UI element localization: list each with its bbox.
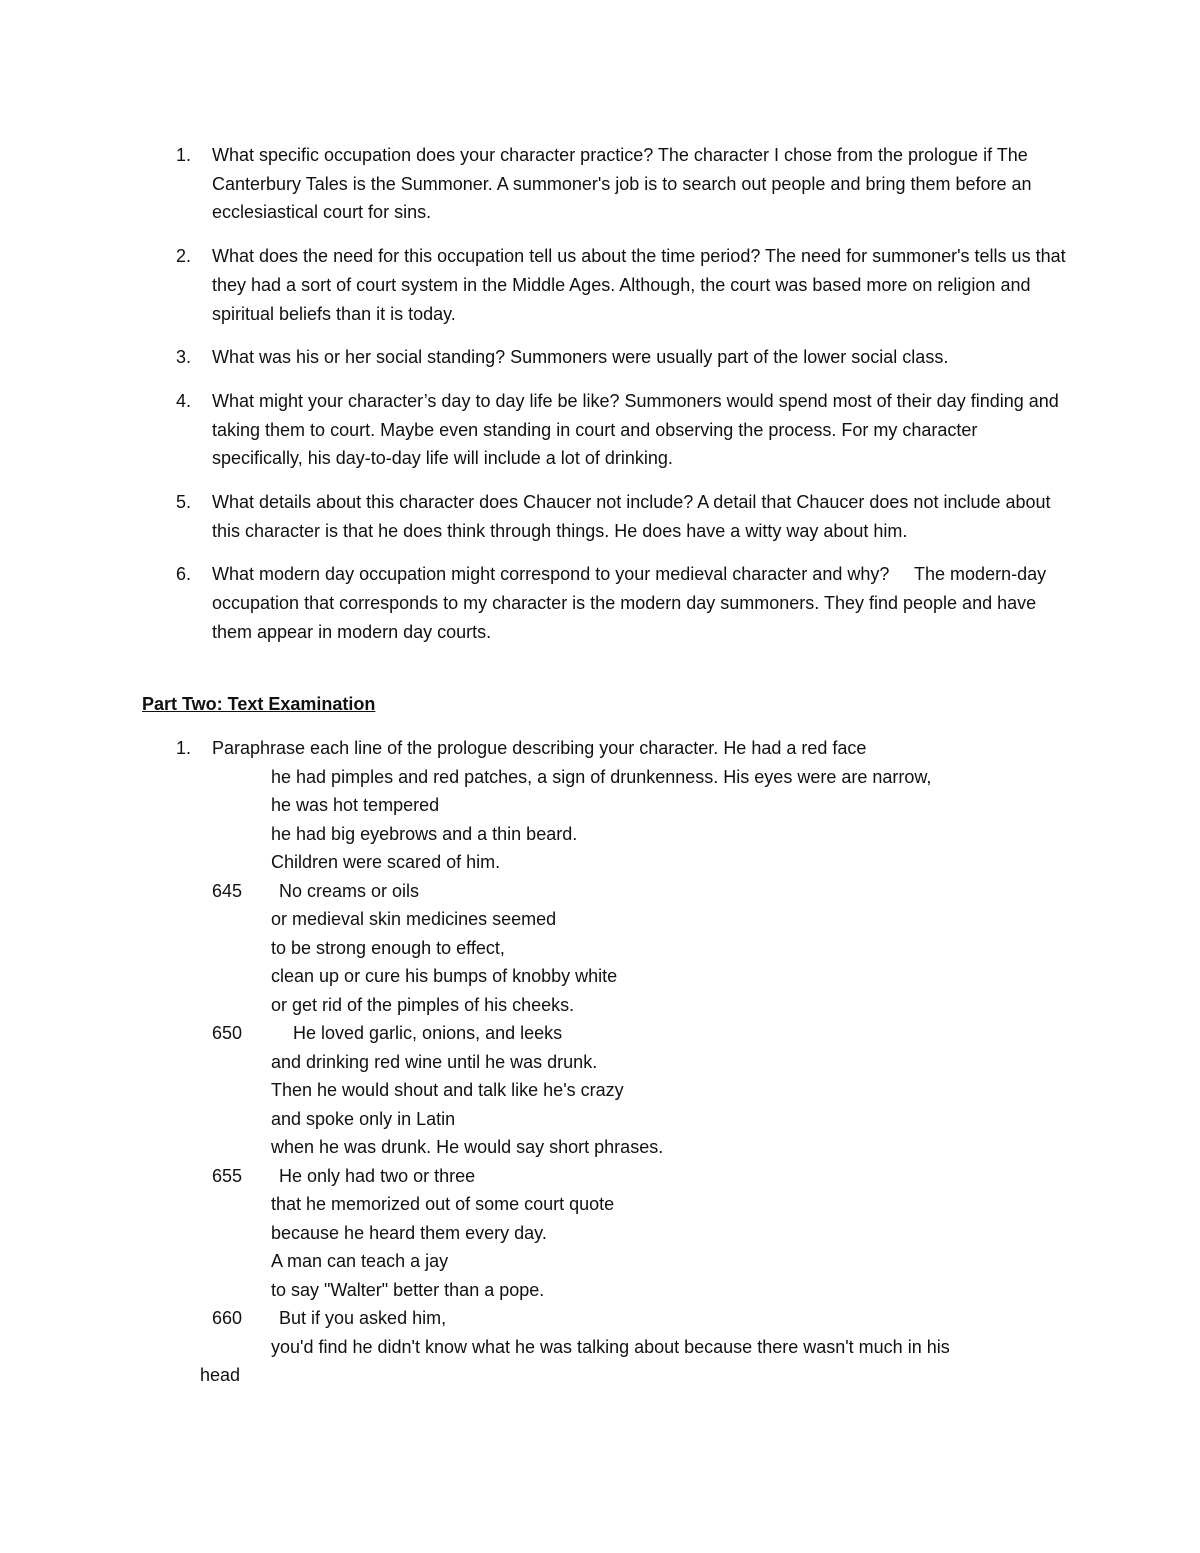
line-text: and drinking red wine until he was drunk.: [271, 1051, 598, 1072]
paraphrase-line: [142, 877, 1072, 906]
part-one-question-list: [142, 141, 1072, 662]
paraphrase-line: [142, 848, 1072, 877]
line-text: He loved garlic, onions, and leeks: [293, 1023, 563, 1043]
question-number: 2.: [176, 246, 192, 267]
line-text: or medieval skin medicines seemed: [271, 909, 557, 929]
line-text: he had pimples and red patches, a sign of drunkenness. His eyes were are narrow,: [271, 766, 932, 787]
line-text: because he heard them every day.: [271, 1222, 547, 1243]
line-text: No creams or oils: [279, 880, 420, 901]
paraphrase-line: [142, 1190, 1072, 1219]
question-number: 4.: [176, 390, 192, 411]
question-text: What was his or her social standing? Summoners were usually part of the lower social class.: [212, 347, 949, 368]
line-text: he had big eyebrows and a thin beard.: [271, 823, 578, 844]
paraphrase-lines: [142, 763, 1072, 1362]
line-text: He only had two or three: [279, 1165, 476, 1186]
paraphrase-line: [142, 1133, 1072, 1162]
paraphrase-line: [142, 1048, 1072, 1077]
question-item: [142, 488, 1072, 545]
paraphrase-line: [142, 820, 1072, 849]
paraphrase-line: [142, 1105, 1072, 1134]
question-text: What does the need for this occupation tell us about the time period? The need for summoner's tells us that they had a sort of court system in the Middle Ages. Although, the court was based more on religion and spiritual beliefs than it is today.: [212, 246, 1066, 324]
question-item: [142, 242, 1072, 328]
paraphrase-line: [142, 1276, 1072, 1305]
line-text: to be strong enough to effect,: [271, 937, 505, 958]
paraphrase-line: [142, 1247, 1072, 1276]
line-text: But if you asked him,: [279, 1308, 447, 1328]
line-text: when he was drunk. He would say short phrases.: [271, 1137, 664, 1157]
line-text: clean up or cure his bumps of knobby white: [271, 966, 618, 986]
question-item: [142, 141, 1072, 227]
paraphrase-line: [142, 934, 1072, 963]
question-text: What details about this character does Chaucer not include? A detail that Chaucer does not include about this character is that he does think through things. He does have a witty way about him.: [212, 492, 1051, 541]
line-text: to say "Walter" better than a pope.: [271, 1279, 545, 1300]
question-item: [142, 343, 1072, 372]
paraphrase-line: [142, 1019, 1072, 1048]
paraphrase-line: [142, 1076, 1072, 1105]
question-item: [142, 560, 1072, 646]
line-text: or get rid of the pimples of his cheeks.: [271, 994, 575, 1015]
line-number: 660: [212, 1308, 243, 1328]
part-two-section: [142, 734, 1072, 1390]
paraphrase-line: [142, 791, 1072, 820]
line-text: and spoke only in Latin: [271, 1108, 456, 1129]
line-text: you'd find he didn't know what he was talking about because there wasn't much in his: [271, 1336, 950, 1357]
question-number: 3.: [176, 347, 192, 368]
paraphrase-line: [142, 905, 1072, 934]
paraphrase-line: [142, 1162, 1072, 1191]
question-number: 6.: [176, 564, 192, 585]
question-number: 5.: [176, 492, 192, 513]
line-text: that he memorized out of some court quote: [271, 1194, 615, 1214]
line-text: A man can teach a jay: [271, 1251, 449, 1271]
line-number: 645: [212, 880, 243, 901]
line-text: he was hot tempered: [271, 795, 440, 815]
question-item: [142, 387, 1072, 473]
part-two-heading: Part Two: Text Examination: [142, 694, 376, 714]
question-text: What might your character’s day to day life be like? Summoners would spend most of their day finding and taking them to court. Maybe even standing in court and observing the process. For my character specifically, his day-to-day life will include a lot of drinking.: [212, 390, 1059, 469]
paraphrase-line: [142, 1333, 1072, 1362]
paraphrase-line: [142, 1219, 1072, 1248]
paraphrase-line: [142, 1304, 1072, 1333]
question-number: 1.: [176, 738, 192, 758]
paraphrase-item: [142, 734, 1072, 763]
line-text: Children were scared of him.: [271, 852, 501, 872]
paraphrase-line: [142, 763, 1072, 792]
paraphrase-wrap-word: head: [200, 1365, 241, 1385]
question-text: What specific occupation does your character practice? The character I chose from the prologue if The Canterbury Tales is the Summoner. A summoner's job is to search out people and bring them before an ecclesiastical court for sins.: [212, 145, 1032, 223]
question-number: 1.: [176, 145, 192, 165]
question-text: Paraphrase each line of the prologue describing your character. He had a red face: [212, 738, 867, 758]
line-text: Then he would shout and talk like he's crazy: [271, 1080, 624, 1100]
line-number: 655: [212, 1165, 243, 1186]
paraphrase-line: [142, 991, 1072, 1020]
question-text: What modern day occupation might correspond to your medieval character and why? The modern-day occupation that corresponds to my character is the modern day summoners. They find people and have them appear in modern day courts.: [212, 564, 1052, 642]
line-number: 650: [212, 1023, 243, 1043]
paraphrase-line: [142, 962, 1072, 991]
